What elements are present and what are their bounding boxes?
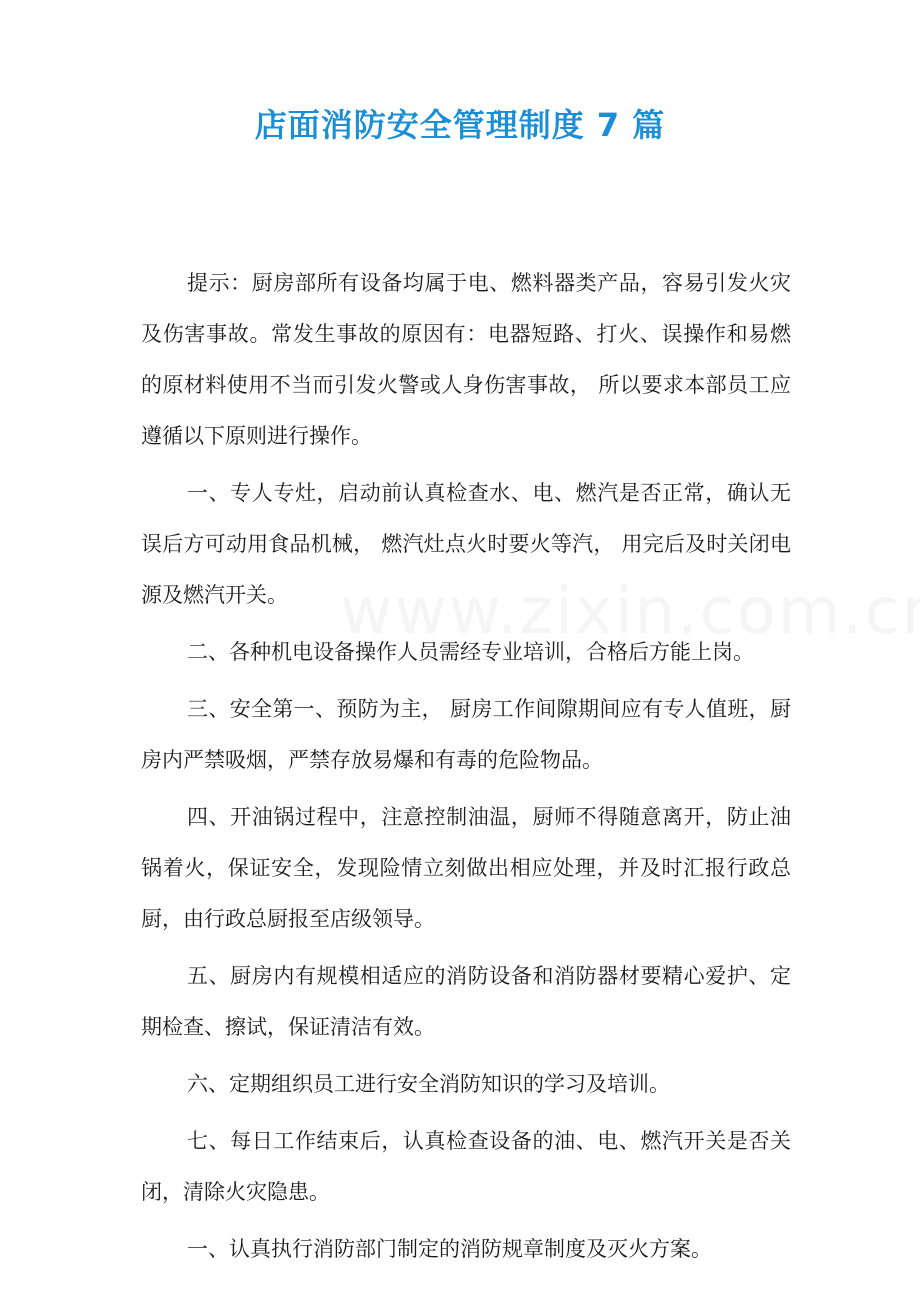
- page-title: 店面消防安全管理制度 7 篇: [254, 106, 666, 144]
- paragraph-rule-5: 五、厨房内有规模相适应的消防设备和消防器材要精心爱护、定期检查、擦试，保证清洁有效。: [141, 964, 791, 1039]
- paragraph-rule-4: 四、开油锅过程中，注意控制油温，厨师不得随意离开，防止油锅着火，保证安全，发现险情立刻做出相应处理，并及时汇报行政总厨，由行政总厨报至店级领导。: [141, 805, 791, 931]
- paragraph-rule-7: 七、每日工作结束后，认真检查设备的油、电、燃汽开关是否关闭，清除火灾隐患。: [141, 1129, 791, 1204]
- paragraph-section-2-rule-1: 一、认真执行消防部门制定的消防规章制度及灭火方案。: [187, 1237, 712, 1261]
- paragraph-rule-3: 三、安全第一、预防为主， 厨房工作间隙期间应有专人值班，厨房内严禁吸烟，严禁存放易爆和有毒的危险物品。: [141, 697, 791, 772]
- paragraph-rule-6: 六、定期组织员工进行安全消防知识的学习及培训。: [187, 1072, 670, 1096]
- paragraph-rule-2: 二、各种机电设备操作人员需经专业培训，合格后方能上岗。: [187, 640, 754, 664]
- paragraph-intro: 提示：厨房部所有设备均属于电、燃料器类产品，容易引发火灾及伤害事故。常发生事故的原因有：电器短路、打火、误操作和易燃的原材料使用不当而引发火警或人身伤害事故， 所以要求本部员工应遵循以下原则进行操作。: [141, 271, 791, 448]
- document-body: [141, 258, 791, 1281]
- paragraph-rule-1: 一、专人专灶，启动前认真检查水、电、燃汽是否正常，确认无误后方可动用食品机械， 燃汽灶点火时要火等汽， 用完后及时关闭电源及燃汽开关。: [141, 481, 791, 607]
